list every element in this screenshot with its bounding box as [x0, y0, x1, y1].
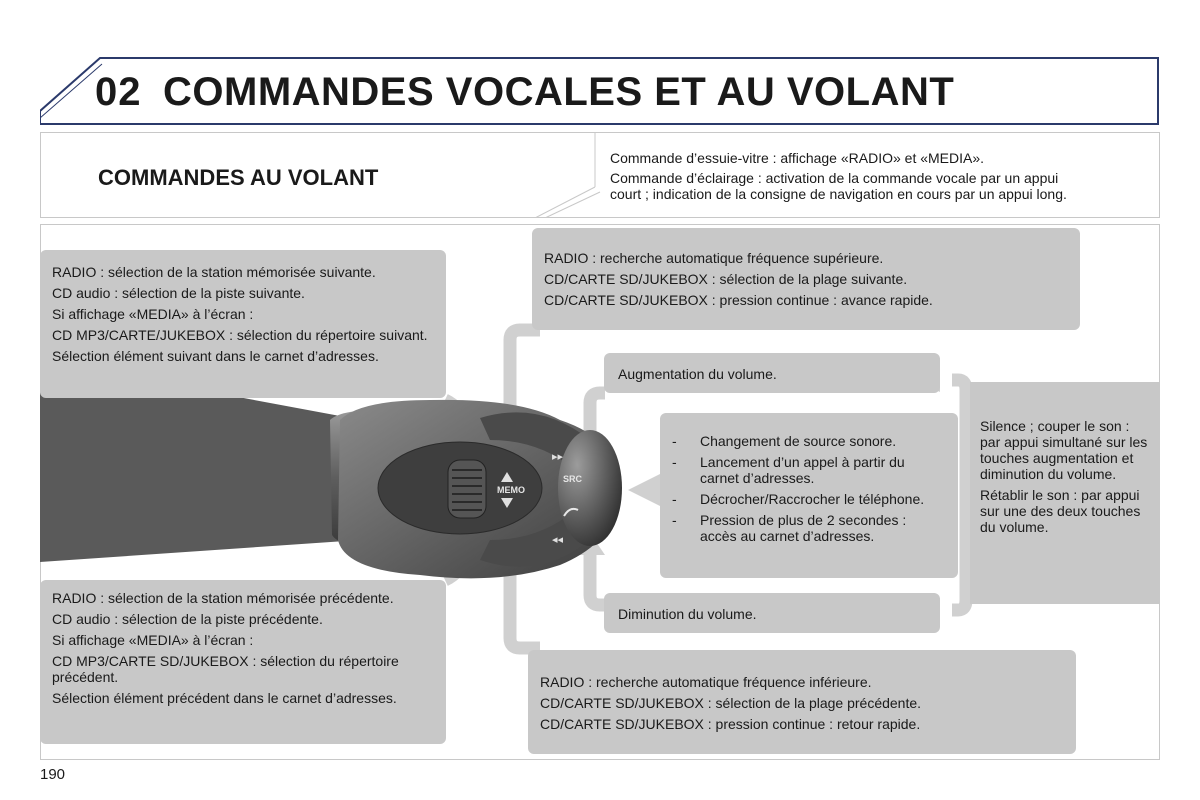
source-phone-list — [672, 433, 946, 544]
arrow-to-center-list — [628, 474, 660, 506]
callout-line: Silence ; couper le son : par appui simultané sur les touches augmentation et diminution du volume. — [980, 418, 1148, 482]
callout-seek-up — [532, 228, 1080, 330]
callout-volume-up — [604, 353, 940, 393]
callout-previous-station — [40, 580, 446, 744]
intro-lighting-2: court ; indication de la consigne de navigation en cours par un appui long. — [610, 186, 1067, 202]
callout-line: CD MP3/CARTE/JUKEBOX : sélection du répertoire suivant. — [52, 327, 428, 343]
callout-volume-down — [604, 593, 940, 633]
intro-lighting-1: Commande d’éclairage : activation de la commande vocale par un appui — [610, 170, 1059, 186]
callout-line: Diminution du volume. — [618, 606, 757, 622]
callout-source-phone — [660, 413, 958, 578]
list-item: - Décrocher/Raccrocher le téléphone. — [672, 491, 946, 507]
callout-line: Rétablir le son : par appui sur une des deux touches du volume. — [980, 487, 1141, 535]
chapter-number: 02 — [95, 70, 142, 114]
callout-line: RADIO : sélection de la station mémorisée suivante. — [52, 264, 376, 280]
callout-line: RADIO : recherche automatique fréquence supérieure. — [544, 250, 884, 266]
rewind-icon: ◂◂ — [552, 534, 564, 546]
callout-line: CD/CARTE SD/JUKEBOX : sélection de la plage suivante. — [544, 271, 908, 287]
callout-next-station — [40, 250, 446, 398]
callout-line: CD MP3/CARTE SD/JUKEBOX : sélection du répertoire précédent. — [52, 653, 399, 685]
memo-label: MEMO — [497, 485, 525, 495]
callout-line: CD/CARTE SD/JUKEBOX : pression continue : avance rapide. — [544, 292, 933, 308]
list-item: - Lancement d’un appel à partir du carnet d’adresses. — [672, 454, 946, 486]
callout-seek-down — [528, 650, 1076, 754]
callout-line: CD audio : sélection de la piste suivante. — [52, 285, 305, 301]
callout-line: CD/CARTE SD/JUKEBOX : sélection de la plage précédente. — [540, 695, 922, 711]
intro-wiper: Commande d’essuie-vitre : affichage «RADIO» et «MEDIA». — [610, 150, 985, 166]
fast-forward-icon: ▸▸ — [552, 451, 564, 463]
callout-line: RADIO : sélection de la station mémorisée précédente. — [52, 590, 394, 606]
callout-mute — [970, 382, 1160, 604]
list-item: - Changement de source sonore. — [672, 433, 946, 449]
src-label: SRC — [563, 474, 583, 484]
callout-line: RADIO : recherche automatique fréquence inférieure. — [540, 674, 872, 690]
list-item: - Pression de plus de 2 secondes : accès au carnet d’adresses. — [672, 512, 946, 544]
callout-line: Si affichage «MEDIA» à l’écran : — [52, 306, 254, 322]
chapter-title: COMMANDES VOCALES ET AU VOLANT — [163, 70, 955, 114]
section-title: COMMANDES AU VOLANT — [98, 165, 379, 190]
page-number: 190 — [40, 766, 66, 783]
callout-line: CD audio : sélection de la piste précédente. — [52, 611, 323, 627]
callout-line: Augmentation du volume. — [618, 366, 777, 382]
callout-line: Sélection élément suivant dans le carnet d’adresses. — [52, 348, 379, 364]
callout-line: CD/CARTE SD/JUKEBOX : pression continue : retour rapide. — [540, 716, 921, 732]
callout-line: Si affichage «MEDIA» à l’écran : — [52, 632, 254, 648]
callout-line: Sélection élément précédent dans le carnet d’adresses. — [52, 690, 397, 706]
